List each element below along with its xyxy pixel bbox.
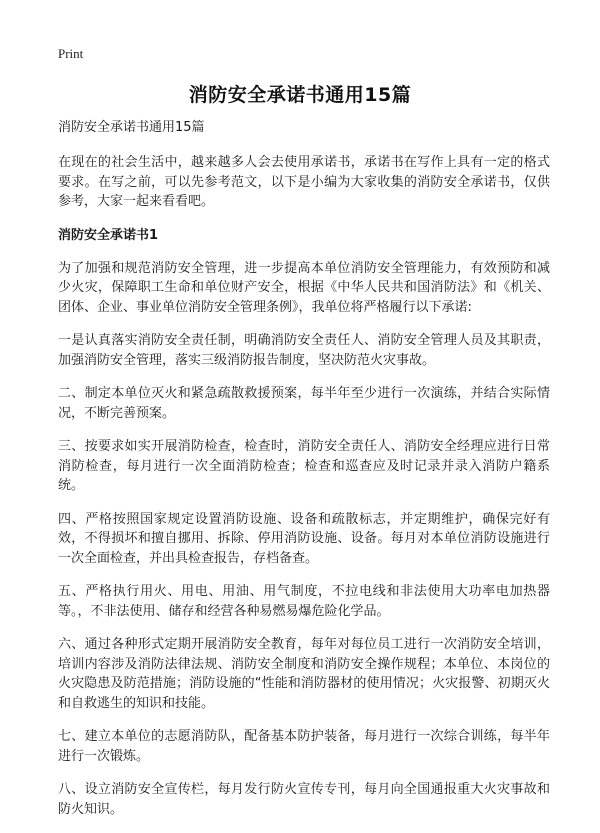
document-body xyxy=(58,118,550,833)
body-paragraph-9: 八、设立消防安全宣传栏，每月发行防火宣传专刊，每月向全国通报重大火灾事故和防火知识。 xyxy=(58,782,550,817)
print-link[interactable]: Print xyxy=(58,46,84,61)
body-paragraph-2: 一是认真落实消防安全责任制，明确消防安全责任人、消防安全管理人员及其职责，加强消防安全管理，落实三级消防报告制度，坚决防范火灾事故。 xyxy=(58,333,550,368)
body-paragraph-6: 五、严格执行用火、用电、用油、用气制度，不拉电线和非法使用大功率电加热器等。，不非法使用、储存和经营各种易燃易爆危险化学品。 xyxy=(58,584,550,619)
body-paragraph-1: 为了加强和规范消防安全管理，进一步提高本单位消防安全管理能力，有效预防和减少火灾，保障职工生命和单位财产安全，根据《中华人民共和国消防法》和《机关、团体、企业、事业单位消防安全管理条例》，我单位将严格履行以下承诺: xyxy=(58,260,550,315)
body-paragraph-4: 三、按要求如实开展消防检查，检查时，消防安全责任人、消防安全经理应进行日常消防检查，每月进行一次全面消防检查；检查和巡查应及时记录并录入消防户籍系统。 xyxy=(58,439,550,493)
document-subtitle: 消防安全承诺书通用15篇 xyxy=(58,120,205,135)
section-heading: 消防安全承诺书1 xyxy=(58,227,159,243)
page-title: 消防安全承诺书通用15篇 xyxy=(188,84,412,106)
body-paragraph-8: 七、建立本单位的志愿消防队，配备基本防护装备，每月进行一次综合训练，每半年进行一次锻炼。 xyxy=(58,729,550,764)
intro-paragraph: 在现在的社会生活中，越来越多人会去使用承诺书，承诺书在写作上具有一定的格式要求。在写之前，可以先参考范文，以下是小编为大家收集的消防安全承诺书，仅供参考，大家一起来看看吧。 xyxy=(58,155,550,209)
body-paragraph-3: 二、制定本单位灭火和紧急疏散救援预案，每半年至少进行一次演练，并结合实际情况，不断完善预案。 xyxy=(58,386,550,421)
body-paragraph-7: 六、通过各种形式定期开展消防安全教育，每年对每位员工进行一次消防安全培训，培训内容涉及消防法律法规、消防安全制度和消防安全操作规程；本单位、本岗位的火灾隐患及防范措施；消防设施的“性能和消防器材的使用情况；火灾报警、初期灭火和自救逃生的知识和技能。 xyxy=(58,637,550,711)
body-paragraph-5: 四、严格按照国家规定设置消防设施、设备和疏散标志，并定期维护，确保完好有效，不得损坏和擅自挪用、拆除、停用消防设施、设备。每月对本单位消防设施进行一次全面检查，并出具检查报告，存档备查。 xyxy=(58,511,550,566)
